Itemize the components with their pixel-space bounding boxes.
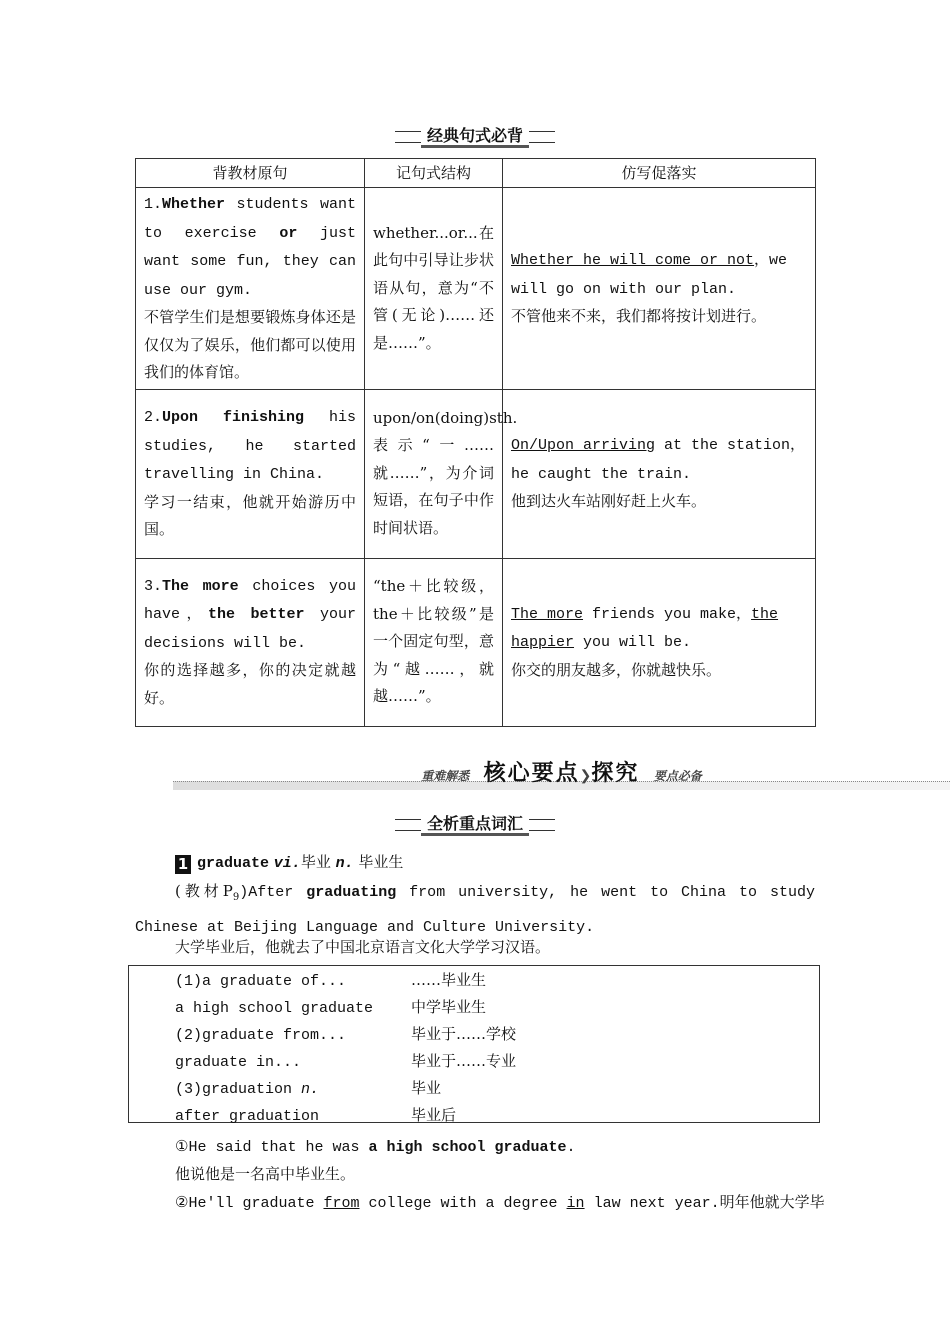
core-points-banner	[173, 756, 950, 790]
phrase-en: graduate in...	[175, 1054, 302, 1071]
answer-underlined: On/Upon arriving	[511, 437, 656, 455]
example-underlined: from	[323, 1195, 360, 1212]
practice-text: friends you make，	[583, 605, 752, 623]
phrase-row	[175, 1047, 517, 1075]
example-text: from university, he went to China to study Chinese at Beijing Language and Culture University.	[135, 884, 815, 936]
key-phrase: Upon finishing	[162, 409, 305, 427]
sentence-text: just want some fun, they can use our gym.	[144, 224, 356, 299]
answer-underlined: The more	[511, 605, 584, 623]
example-text: law next year.	[584, 1195, 720, 1212]
phrase-cn: 毕业	[411, 1079, 442, 1097]
sentence-translation: 学习一结束，他就开始游历中国。	[144, 492, 356, 539]
meaning: 毕业生	[358, 853, 404, 871]
banner-line-left	[395, 131, 421, 143]
banner-right-text: 要点必备	[653, 769, 702, 783]
phrase-en: (3)graduation	[175, 1081, 302, 1098]
practice-cell	[503, 558, 816, 726]
section-banner-classic-sentences	[0, 126, 950, 148]
section-banner-key-vocabulary	[0, 814, 950, 836]
example-translation-text: 他说他是一名高中毕业生。	[175, 1165, 356, 1183]
headword: graduate	[197, 855, 270, 872]
sentence-text: choices you have，	[144, 577, 356, 624]
phrase-row	[175, 993, 487, 1021]
practice-text: at the station，he caught the train.	[511, 437, 806, 483]
word-entry-heading	[135, 848, 815, 878]
key-phrase: The more	[162, 577, 239, 595]
example-sentence-2	[135, 1188, 825, 1218]
part-of-speech: vi.	[273, 855, 301, 872]
phrase-cn: 毕业于……学校	[411, 1025, 517, 1043]
row-number: 2.	[144, 409, 163, 427]
banner-left-text: 重难解悉	[421, 769, 470, 783]
phrase-en: a high school graduate	[175, 1000, 374, 1017]
answer-underlined: Whether he will come or not	[511, 252, 755, 269]
table-row	[136, 188, 816, 390]
example-text: .	[566, 1139, 576, 1156]
banner-line-right	[529, 819, 555, 831]
key-phrase: or	[279, 224, 298, 242]
example-source-page: 9	[232, 892, 240, 903]
phrase-cn: 毕业于……专业	[411, 1052, 517, 1070]
sentence-text: students want to exercise	[144, 196, 356, 242]
practice-text: you will be.	[574, 634, 692, 652]
practice-text: ，we will go on with our plan.	[511, 252, 788, 298]
table-header: 背教材原句	[136, 159, 365, 188]
structure-cell: “the＋比较级，the＋比较级”是一个固定句型，意为“越……，就越……”。	[365, 558, 503, 726]
example-keyword: graduating	[306, 884, 397, 901]
example-sentence-1	[135, 1132, 815, 1162]
phrase-en: after graduation	[175, 1108, 320, 1125]
key-phrase: the better	[207, 606, 305, 624]
row-number: 1.	[144, 196, 163, 213]
example-translation-1	[135, 1160, 815, 1188]
original-sentence-cell	[136, 389, 365, 558]
example-underlined: in	[566, 1195, 585, 1212]
phrase-row	[175, 1074, 442, 1102]
table-row	[136, 558, 816, 726]
example-text: ②He'll graduate	[175, 1195, 324, 1212]
phrase-en: (2)graduate from...	[175, 1027, 347, 1044]
sentence-text: your decisions will be.	[144, 606, 356, 652]
example-text: ①He said that he was	[175, 1139, 369, 1156]
original-sentence-cell	[136, 558, 365, 726]
phrase-cn: 毕业后	[411, 1106, 457, 1124]
word-number-badge: 1	[175, 855, 191, 874]
banner-line-left	[395, 819, 421, 831]
row-number: 3.	[144, 577, 163, 595]
phrase-pos: n.	[301, 1081, 320, 1098]
example-translation-text: 明年他就大学毕	[719, 1193, 825, 1211]
example-source: (教材P	[175, 882, 233, 900]
table-header: 记句式结构	[365, 159, 503, 188]
example-translation	[135, 933, 815, 961]
original-sentence-cell	[136, 188, 365, 390]
section-title: 全析重点词汇	[421, 815, 529, 836]
answer-underlined: the happier	[511, 605, 779, 652]
phrase-en: (1)a graduate of...	[175, 973, 347, 990]
section-title: 经典句式必背	[421, 127, 529, 148]
practice-translation: 他到达火车站刚好赶上火车。	[511, 492, 707, 511]
practice-translation: 不管他来不来，我们都将按计划进行。	[511, 307, 767, 325]
structure-cell: whether...or...在此句中引导让步状语从句，意为“不管(无论)……还是……”。	[365, 188, 503, 390]
meaning: 毕业	[300, 853, 331, 871]
arrow-right-icon: ❯	[579, 768, 592, 784]
example-text: )After	[239, 884, 307, 901]
part-of-speech: n.	[335, 855, 354, 872]
phrase-box	[128, 965, 820, 1123]
key-phrase: Whether	[162, 196, 226, 213]
banner-main-text: 核心要点	[483, 761, 580, 786]
example-translation-text: 大学毕业后，他就去了中国北京语言文化大学学习汉语。	[175, 938, 551, 956]
practice-translation: 你交的朋友越多，你就越快乐。	[511, 660, 722, 679]
phrase-cn: ……毕业生	[411, 971, 487, 989]
example-keyword: a high school graduate	[368, 1139, 567, 1156]
structure-cell: upon/on(doing)sth.表示“一……就……”，为介词短语，在句子中作时间状语。	[365, 389, 503, 558]
banner-line-right	[529, 131, 555, 143]
sentence-text: his studies, he started travelling in China.	[144, 409, 356, 484]
phrase-row	[175, 1020, 517, 1048]
example-text: college with a degree	[359, 1195, 567, 1212]
table-header: 仿写促落实	[503, 159, 816, 188]
table-row	[136, 389, 816, 558]
phrase-row	[175, 966, 487, 994]
practice-cell	[503, 389, 816, 558]
phrase-row	[175, 1101, 457, 1129]
banner-main-text-2: 探究	[591, 761, 640, 786]
sentence-table	[135, 158, 816, 727]
practice-cell	[503, 188, 816, 390]
phrase-cn: 中学毕业生	[411, 998, 487, 1016]
sentence-translation: 不管学生们是想要锻炼身体还是仅仅为了娱乐，他们都可以使用我们的体育馆。	[144, 308, 356, 381]
sentence-translation: 你的选择越多，你的决定就越好。	[144, 661, 356, 707]
table-header-row	[136, 159, 816, 188]
